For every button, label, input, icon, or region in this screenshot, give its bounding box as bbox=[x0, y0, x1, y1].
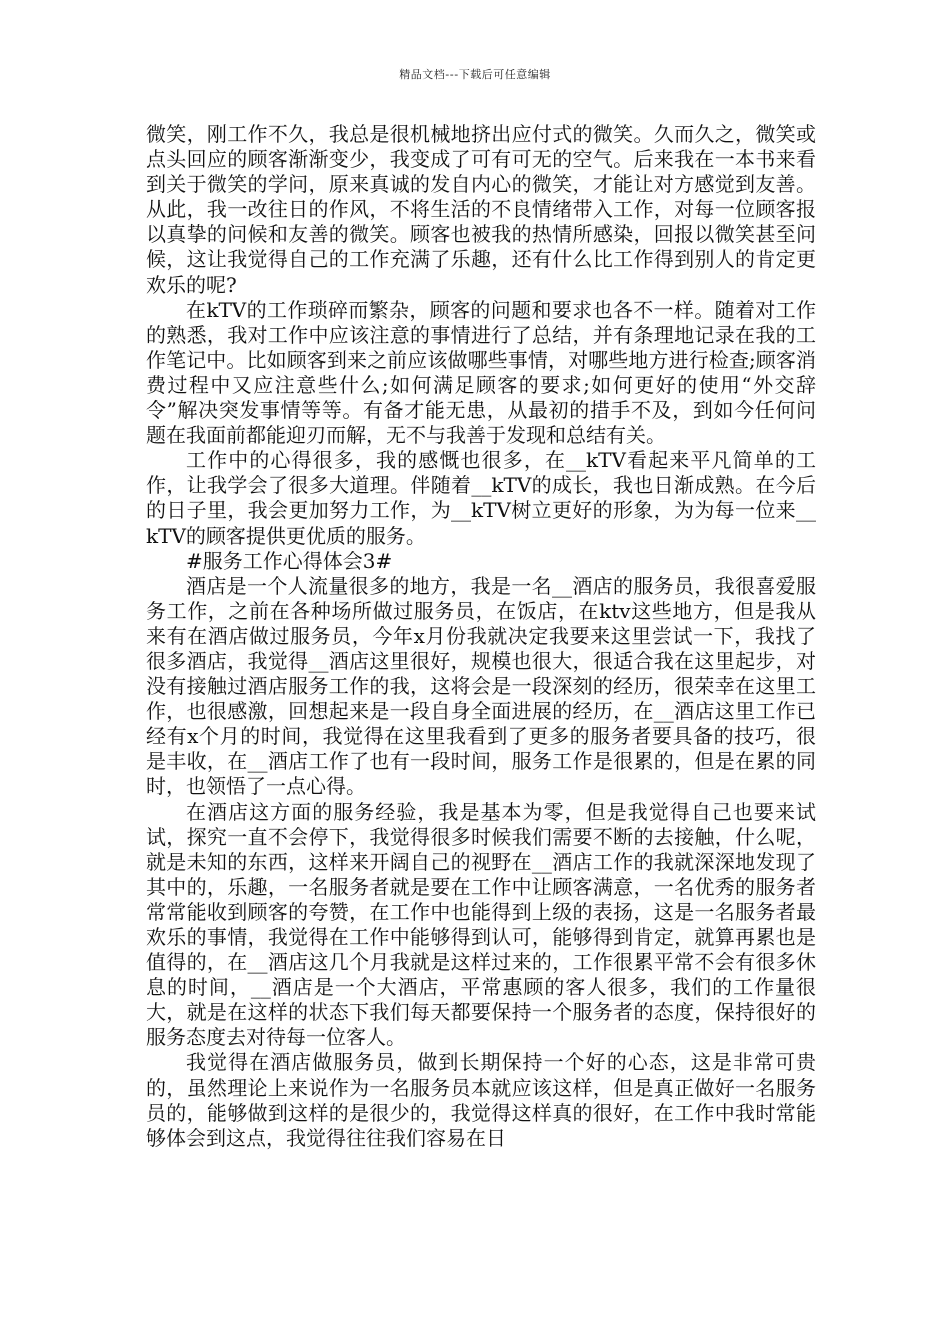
section-heading: #服务工作心得体会3# bbox=[186, 548, 393, 573]
paragraph-2: 在kTV的工作琐碎而繁杂，顾客的问题和要求也各不一样。随着对工作的熟悉，我对工作中应该注意的事情进行了总结，并有条理地记录在我的工作笔记中。比如顾客到来之前应该做哪些事情，对哪些地方进行检查;顾客消费过程中又应注意些什么;如何满足顾客的要求;如何更好的使用“外交辞令”解决突发事情等等。有备才能无患，从最初的措手不及，到如今任何问题在我面前都能迎刃而解，无不与我善于发现和总结有关。 bbox=[146, 297, 816, 448]
document-body bbox=[146, 122, 816, 1151]
page-header: 精品文档---下载后可任意编辑 bbox=[399, 68, 551, 81]
paragraph-6: 我觉得在酒店做服务员，做到长期保持一个好的心态，这是非常可贵的，虽然理论上来说作为一名服务员本就应该这样，但是真正做好一名服务员的，能够做到这样的是很少的，我觉得这样真的很好，在工作中我时常能够体会到这点，我觉得往往我们容易在日 bbox=[146, 1050, 816, 1150]
paragraph-4: 酒店是一个人流量很多的地方，我是一名__酒店的服务员，我很喜爱服务工作，之前在各种场所做过服务员，在饭店，在ktv这些地方，但是我从来有在酒店做过服务员，今年x月份我就决定我要来这里尝试一下，我找了很多酒店，我觉得__酒店这里很好，规模也很大，很适合我在这里起步，对没有接触过酒店服务工作的我，这将会是一段深刻的经历，很荣幸在这里工作，也很感激，回想起来是一段自身全面进展的经历，在__酒店这里工作已经有x个月的时间，我觉得在这里我看到了更多的服务者要具备的技巧，很是丰收，在__酒店工作了也有一段时间，服务工作是很累的，但是在累的同时，也领悟了一点心得。 bbox=[146, 573, 816, 799]
paragraph-5: 在酒店这方面的服务经验，我是基本为零，但是我觉得自己也要来试试，探究一直不会停下，我觉得很多时候我们需要不断的去接触，什么呢，就是未知的东西，这样来开阔自己的视野在__酒店工作的我就深深地发现了其中的，乐趣，一名服务者就是要在工作中让顾客满意，一名优秀的服务者常常能收到顾客的夸赞，在工作中也能得到上级的表扬，这是一名服务者最欢乐的事情，我觉得在工作中能够得到认可，能够得到肯定，就算再累也是值得的，在__酒店这几个月我就是这样过来的，工作很累平常不会有很多休息的时间，__酒店是一个大酒店，平常惠顾的客人很多，我们的工作量很大，就是在这样的状态下我们每天都要保持一个服务者的态度，保持很好的服务态度去对待每一位客人。 bbox=[146, 799, 816, 1050]
paragraph-3: 工作中的心得很多，我的感慨也很多，在__kTV看起来平凡简单的工作，让我学会了很多大道理。伴随着__kTV的成长，我也日渐成熟。在今后的日子里，我会更加努力工作，为__kTV树立更好的形象，为为每一位来__kTV的顾客提供更优质的服务。 bbox=[146, 448, 816, 548]
paragraph-1: 微笑，刚工作不久，我总是很机械地挤出应付式的微笑。久而久之，微笑或点头回应的顾客渐渐变少，我变成了可有可无的空气。后来我在一本书来看到关于微笑的学问，原来真诚的发自内心的微笑，才能让对方感觉到友善。从此，我一改往日的作风，不将生活的不良情绪带入工作，对每一位顾客报以真挚的问候和友善的微笑。顾客也被我的热情所感染，回报以微笑甚至问候，这让我觉得自己的工作充满了乐趣，还有什么比工作得到别人的肯定更欢乐的呢? bbox=[146, 122, 816, 297]
